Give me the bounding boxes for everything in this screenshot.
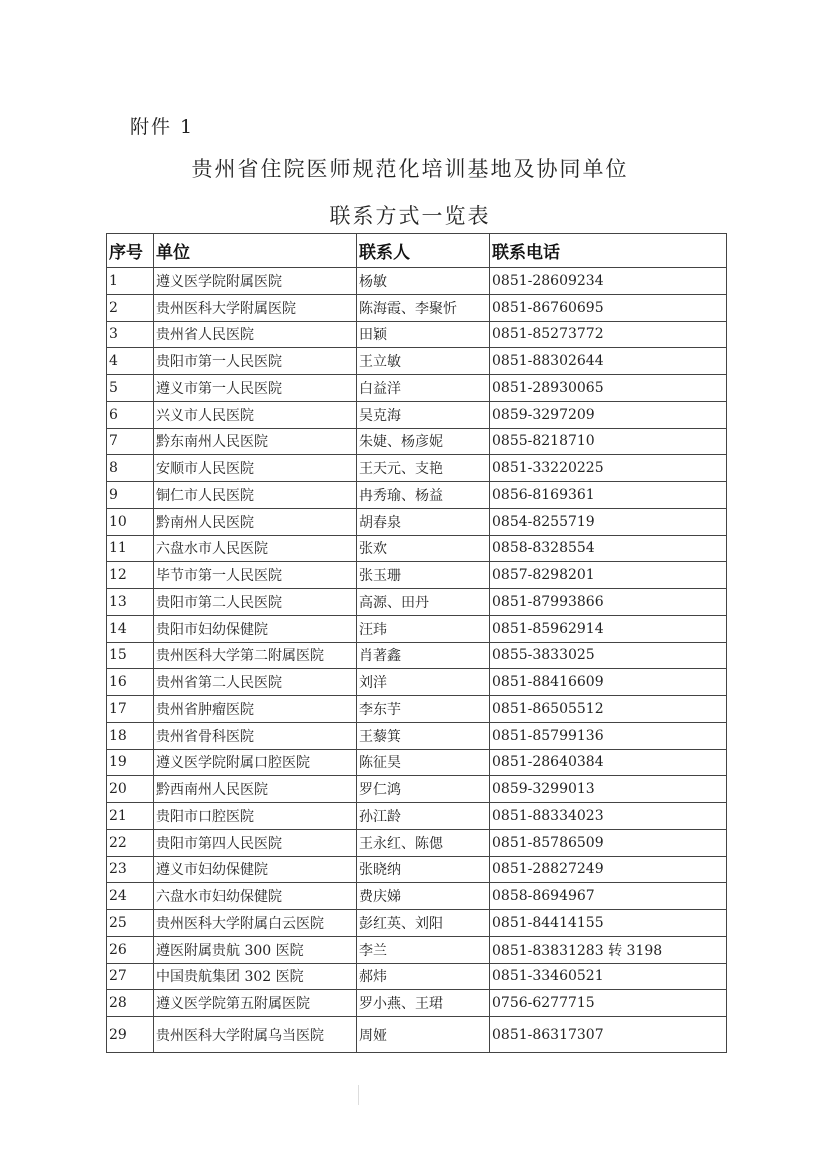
header-unit: 单位 — [154, 234, 357, 268]
table-row — [107, 589, 727, 616]
cell-unit: 贵州省第二人民医院 — [154, 669, 357, 696]
cell-index: 13 — [107, 589, 154, 616]
cell-unit: 黔西南州人民医院 — [154, 776, 357, 803]
cell-contact-person: 汪玮 — [357, 615, 490, 642]
cell-phone: 0855-8218710 — [490, 428, 727, 455]
table-row — [107, 803, 727, 830]
cell-contact-person: 杨敏 — [357, 268, 490, 295]
table-row — [107, 294, 727, 321]
cell-contact-person: 罗仁鸿 — [357, 776, 490, 803]
cell-unit: 贵州医科大学附属乌当医院 — [154, 1017, 357, 1053]
table-row — [107, 1017, 727, 1053]
cell-unit: 兴义市人民医院 — [154, 401, 357, 428]
table-row — [107, 482, 727, 509]
cell-index: 10 — [107, 508, 154, 535]
cell-contact-person: 胡春泉 — [357, 508, 490, 535]
cell-unit: 贵州省肿瘤医院 — [154, 696, 357, 723]
cell-phone: 0858-8694967 — [490, 883, 727, 910]
cell-phone: 0851-28930065 — [490, 375, 727, 402]
table-row — [107, 696, 727, 723]
cell-unit: 中国贵航集团 302 医院 — [154, 963, 357, 990]
table-row — [107, 776, 727, 803]
cell-contact-person: 王永红、陈偲 — [357, 829, 490, 856]
cell-phone: 0851-83831283 转 3198 — [490, 936, 727, 963]
table-row — [107, 749, 727, 776]
table-row — [107, 829, 727, 856]
table-row — [107, 883, 727, 910]
cell-unit: 遵义医学院附属医院 — [154, 268, 357, 295]
cell-phone: 0858-8328554 — [490, 535, 727, 562]
cell-index: 29 — [107, 1017, 154, 1053]
cell-phone: 0859-3297209 — [490, 401, 727, 428]
cell-index: 7 — [107, 428, 154, 455]
cell-contact-person: 张晓纳 — [357, 856, 490, 883]
cell-phone: 0859-3299013 — [490, 776, 727, 803]
cell-contact-person: 孙江龄 — [357, 803, 490, 830]
cell-index: 11 — [107, 535, 154, 562]
table-row — [107, 669, 727, 696]
cell-index: 17 — [107, 696, 154, 723]
cell-unit: 贵阳市第二人民医院 — [154, 589, 357, 616]
cell-unit: 六盘水市妇幼保健院 — [154, 883, 357, 910]
cell-contact-person: 肖著鑫 — [357, 642, 490, 669]
cell-contact-person: 冉秀瑜、杨益 — [357, 482, 490, 509]
table-header-row — [107, 234, 727, 268]
cell-phone: 0851-28609234 — [490, 268, 727, 295]
cell-unit: 贵阳市第一人民医院 — [154, 348, 357, 375]
cell-unit: 六盘水市人民医院 — [154, 535, 357, 562]
cell-phone: 0856-8169361 — [490, 482, 727, 509]
cell-contact-person: 费庆娣 — [357, 883, 490, 910]
table-row — [107, 910, 727, 937]
cell-unit: 贵阳市第四人民医院 — [154, 829, 357, 856]
cell-unit: 贵州医科大学附属白云医院 — [154, 910, 357, 937]
table-row — [107, 375, 727, 402]
document-title: 贵州省住院医师规范化培训基地及协同单位 — [191, 157, 629, 181]
document-subtitle: 联系方式一览表 — [329, 204, 491, 228]
table-row — [107, 963, 727, 990]
cell-unit: 遵义市妇幼保健院 — [154, 856, 357, 883]
cell-index: 5 — [107, 375, 154, 402]
cell-unit: 铜仁市人民医院 — [154, 482, 357, 509]
cell-unit: 遵义医学院第五附属医院 — [154, 990, 357, 1017]
cell-index: 2 — [107, 294, 154, 321]
cell-index: 9 — [107, 482, 154, 509]
cell-index: 27 — [107, 963, 154, 990]
cell-index: 12 — [107, 562, 154, 589]
cell-index: 20 — [107, 776, 154, 803]
header-contact-person: 联系人 — [357, 234, 490, 268]
cell-index: 6 — [107, 401, 154, 428]
cell-index: 26 — [107, 936, 154, 963]
cell-index: 18 — [107, 722, 154, 749]
cell-unit: 贵州省人民医院 — [154, 321, 357, 348]
cell-contact-person: 高源、田丹 — [357, 589, 490, 616]
cell-index: 1 — [107, 268, 154, 295]
header-phone: 联系电话 — [490, 234, 727, 268]
cell-unit: 遵义医学院附属口腔医院 — [154, 749, 357, 776]
cell-phone: 0851-86505512 — [490, 696, 727, 723]
cell-index: 4 — [107, 348, 154, 375]
cell-phone: 0851-85273772 — [490, 321, 727, 348]
table-row — [107, 321, 727, 348]
cell-phone: 0857-8298201 — [490, 562, 727, 589]
cell-index: 3 — [107, 321, 154, 348]
table-row — [107, 455, 727, 482]
scan-mark — [358, 1085, 359, 1105]
table-row — [107, 990, 727, 1017]
cell-phone: 0851-88416609 — [490, 669, 727, 696]
cell-contact-person: 朱婕、杨彦妮 — [357, 428, 490, 455]
contact-table — [106, 233, 727, 1053]
cell-index: 16 — [107, 669, 154, 696]
cell-contact-person: 王天元、支艳 — [357, 455, 490, 482]
cell-phone: 0851-88302644 — [490, 348, 727, 375]
cell-unit: 黔南州人民医院 — [154, 508, 357, 535]
cell-phone: 0851-85786509 — [490, 829, 727, 856]
cell-contact-person: 周娅 — [357, 1017, 490, 1053]
cell-contact-person: 罗小燕、王珺 — [357, 990, 490, 1017]
cell-contact-person: 张欢 — [357, 535, 490, 562]
cell-contact-person: 彭红英、刘阳 — [357, 910, 490, 937]
cell-index: 19 — [107, 749, 154, 776]
cell-phone: 0851-33460521 — [490, 963, 727, 990]
attachment-label: 附件 1 — [130, 116, 195, 138]
cell-unit: 贵阳市口腔医院 — [154, 803, 357, 830]
cell-phone: 0851-86760695 — [490, 294, 727, 321]
cell-contact-person: 刘洋 — [357, 669, 490, 696]
table-row — [107, 562, 727, 589]
cell-index: 22 — [107, 829, 154, 856]
cell-index: 25 — [107, 910, 154, 937]
cell-phone: 0851-28640384 — [490, 749, 727, 776]
cell-unit: 毕节市第一人民医院 — [154, 562, 357, 589]
cell-contact-person: 白益洋 — [357, 375, 490, 402]
cell-phone: 0851-84414155 — [490, 910, 727, 937]
cell-contact-person: 陈海霞、李聚忻 — [357, 294, 490, 321]
table-row — [107, 722, 727, 749]
cell-unit: 安顺市人民医院 — [154, 455, 357, 482]
cell-index: 23 — [107, 856, 154, 883]
cell-contact-person: 吴克海 — [357, 401, 490, 428]
cell-contact-person: 李兰 — [357, 936, 490, 963]
cell-contact-person: 王立敏 — [357, 348, 490, 375]
cell-contact-person: 郝炜 — [357, 963, 490, 990]
cell-unit: 遵医附属贵航 300 医院 — [154, 936, 357, 963]
cell-contact-person: 王藜箕 — [357, 722, 490, 749]
cell-unit: 贵州省骨科医院 — [154, 722, 357, 749]
table-body — [107, 268, 727, 1053]
cell-contact-person: 张玉珊 — [357, 562, 490, 589]
cell-unit: 贵阳市妇幼保健院 — [154, 615, 357, 642]
table-row — [107, 401, 727, 428]
cell-index: 15 — [107, 642, 154, 669]
cell-phone: 0854-8255719 — [490, 508, 727, 535]
table-row — [107, 535, 727, 562]
cell-phone: 0851-88334023 — [490, 803, 727, 830]
cell-unit: 遵义市第一人民医院 — [154, 375, 357, 402]
header-index: 序号 — [107, 234, 154, 268]
cell-contact-person: 李东芋 — [357, 696, 490, 723]
cell-phone: 0851-85962914 — [490, 615, 727, 642]
cell-index: 21 — [107, 803, 154, 830]
cell-phone: 0851-28827249 — [490, 856, 727, 883]
cell-phone: 0851-86317307 — [490, 1017, 727, 1053]
table-row — [107, 268, 727, 295]
cell-phone: 0851-33220225 — [490, 455, 727, 482]
cell-phone: 0851-85799136 — [490, 722, 727, 749]
table-row — [107, 348, 727, 375]
table-row — [107, 936, 727, 963]
table-row — [107, 508, 727, 535]
table-row — [107, 856, 727, 883]
cell-phone: 0855-3833025 — [490, 642, 727, 669]
cell-index: 24 — [107, 883, 154, 910]
cell-index: 8 — [107, 455, 154, 482]
table-row — [107, 642, 727, 669]
cell-contact-person: 田颖 — [357, 321, 490, 348]
cell-index: 28 — [107, 990, 154, 1017]
table-row — [107, 428, 727, 455]
cell-unit: 贵州医科大学附属医院 — [154, 294, 357, 321]
cell-unit: 贵州医科大学第二附属医院 — [154, 642, 357, 669]
cell-phone: 0756-6277715 — [490, 990, 727, 1017]
cell-index: 14 — [107, 615, 154, 642]
cell-contact-person: 陈征昊 — [357, 749, 490, 776]
table-row — [107, 615, 727, 642]
cell-phone: 0851-87993866 — [490, 589, 727, 616]
cell-unit: 黔东南州人民医院 — [154, 428, 357, 455]
